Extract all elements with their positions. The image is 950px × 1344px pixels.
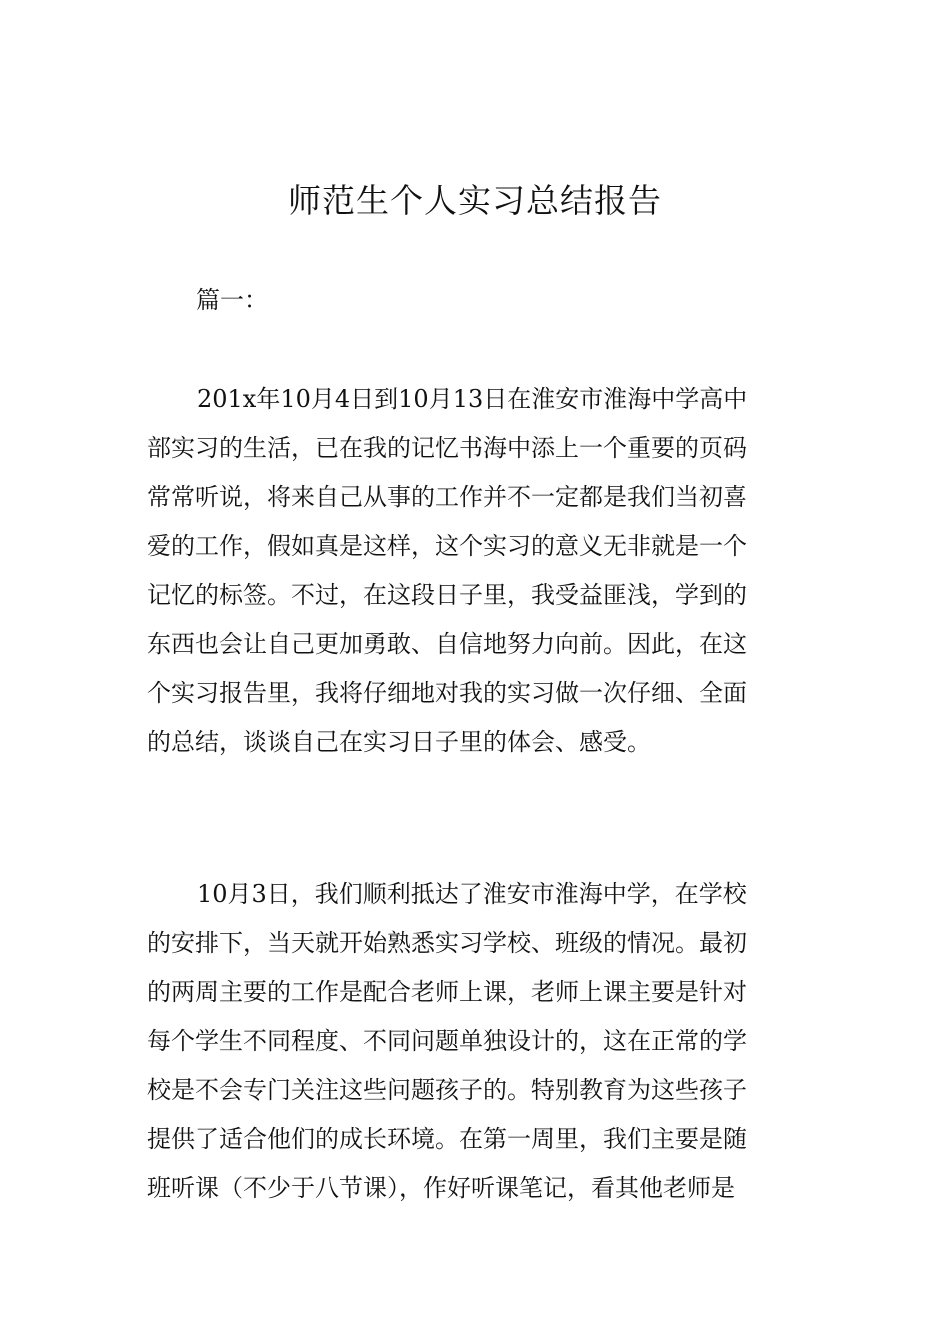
- paragraph-line: 每个学生不同程度、不同问题单独设计的，这在正常的学: [147, 1027, 747, 1055]
- paragraph-2: [147, 870, 807, 1213]
- paragraph-line: 的安排下，当天就开始熟悉实习学校、班级的情况。最初: [147, 929, 747, 957]
- paragraph-line: 个实习报告里，我将仔细地对我的实习做一次仔细、全面: [147, 679, 747, 707]
- paragraph-line: 201x年10月4日到10月13日在淮安市淮海中学高中: [197, 385, 748, 413]
- paragraph-line: 班听课（不少于八节课），作好听课笔记，看其他老师是: [147, 1174, 735, 1202]
- paragraph-line: 部实习的生活，已在我的记忆书海中添上一个重要的页码: [147, 434, 747, 462]
- document-title: 师范生个人实习总结报告: [288, 181, 662, 220]
- paragraph-line: 10月3日，我们顺利抵达了淮安市淮海中学，在学校: [197, 880, 747, 908]
- paragraph-line: 的两周主要的工作是配合老师上课，老师上课主要是针对: [147, 978, 747, 1006]
- paragraph-line: 提供了适合他们的成长环境。在第一周里，我们主要是随: [147, 1125, 747, 1153]
- paragraph-line: 记忆的标签。不过，在这段日子里，我受益匪浅，学到的: [147, 581, 747, 609]
- section-label: 篇一：: [196, 286, 268, 314]
- paragraph-line: 校是不会专门关注这些问题孩子的。特别教育为这些孩子: [147, 1076, 747, 1104]
- paragraph-line: 的总结，谈谈自己在实习日子里的体会、感受。: [147, 728, 651, 756]
- paragraph-1: [147, 375, 807, 767]
- paragraph-line: 常常听说，将来自己从事的工作并不一定都是我们当初喜: [147, 483, 747, 511]
- paragraph-line: 爱的工作，假如真是这样，这个实习的意义无非就是一个: [147, 532, 747, 560]
- paragraph-line: 东西也会让自己更加勇敢、自信地努力向前。因此，在这: [147, 630, 747, 658]
